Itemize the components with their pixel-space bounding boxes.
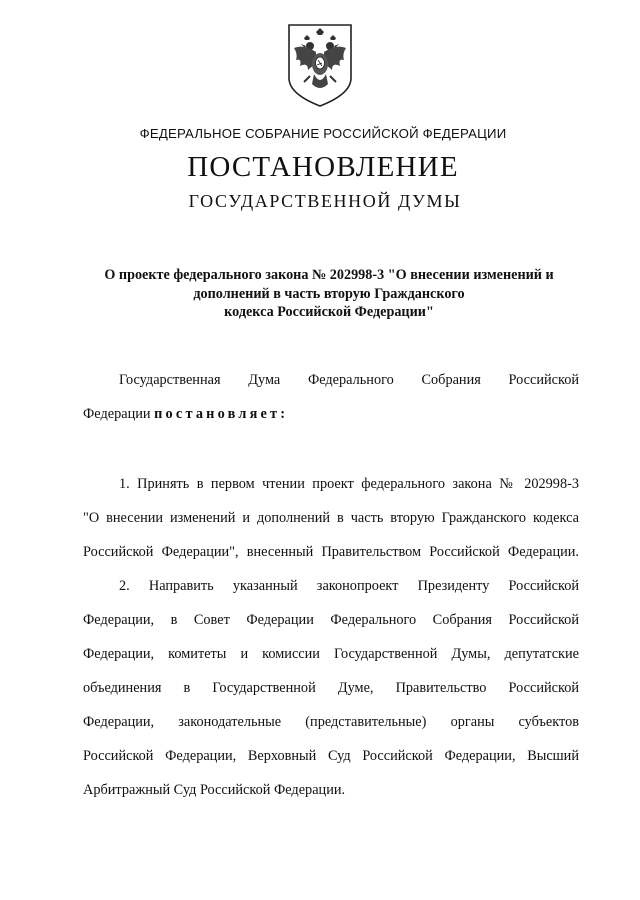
- preamble-line: [83, 397, 579, 431]
- item-2-line: Федерации, в Совет Федерации Федерального Собрания Российской: [83, 612, 579, 628]
- item-1-line: 1. Принять в первом чтении проект федерального закона № 202998-3: [119, 476, 579, 492]
- item-1-line: Российской Федерации", внесенный Правительством Российской Федерации.: [83, 544, 579, 560]
- document-type-heading: ПОСТАНОВЛЕНИЕ: [187, 151, 459, 183]
- title-line: дополнений в часть вторую Гражданского: [193, 285, 465, 302]
- item-2-line: Российской Федерации, Верховный Суд Российской Федерации, Высший: [83, 748, 579, 764]
- item-2-line: 2. Направить указанный законопроект Президенту Российской: [119, 578, 579, 594]
- preamble-text: Федерации: [83, 406, 151, 422]
- double-headed-eagle-emblem-icon: [286, 22, 354, 108]
- document-title: [80, 266, 578, 322]
- item-2-line: Федерации, законодательные (представительные) органы субъектов: [83, 714, 579, 730]
- issuer-heading: ГОСУДАРСТВЕННОЙ ДУМЫ: [188, 191, 462, 211]
- item-2-line: Арбитражный Суд Российской Федерации.: [83, 782, 346, 798]
- title-line: кодекса Российской Федерации": [224, 304, 434, 320]
- item-2-line: объединения в Государственной Думе, Правительство Российской: [83, 680, 579, 696]
- item-1-paragraph: [83, 467, 579, 569]
- item-1-line: "О внесении изменений и дополнений в часть вторую Гражданского кодекса: [83, 510, 579, 526]
- resolves-emphasis: постановляет:: [154, 406, 289, 422]
- preamble-line: Государственная Дума Федерального Собрания Российской: [119, 372, 579, 388]
- title-line: О проекте федерального закона № 202998-3 "О внесении изменений и: [104, 267, 554, 283]
- assembly-name: ФЕДЕРАЛЬНОЕ СОБРАНИЕ РОССИЙСКОЙ ФЕДЕРАЦИИ: [139, 126, 507, 141]
- preamble-paragraph: [83, 363, 579, 431]
- item-2-line: Федерации, комитеты и комиссии Государственной Думы, депутатские: [83, 646, 579, 662]
- item-2-paragraph: [83, 569, 579, 807]
